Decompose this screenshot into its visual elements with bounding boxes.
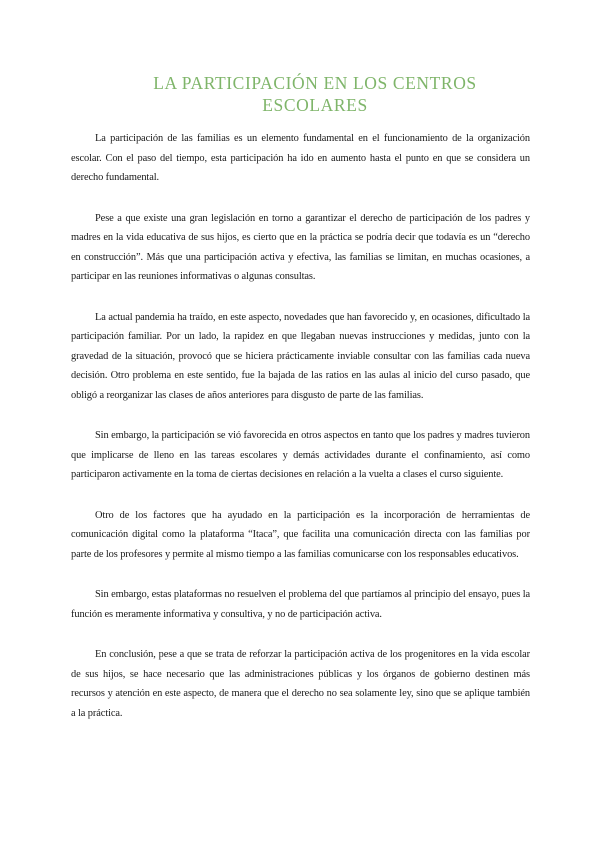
- paragraph-3: La actual pandemia ha traído, en este aspecto, novedades que han favorecido y, en ocasiones, dificultado la participación familiar. Por un lado, la rapidez en que llegaban nuevas instrucciones y medidas, junto con la gravedad de la situación, provocó que se hiciera prácticamente inviable consultar con las familias cada nueva decisión. Otro problema en este sentido, fue la bajada de las ratios en las aulas al inicio del curso pasado, que obligó a reorganizar las clases de años anteriores para disgusto de parte de las familias.: [71, 311, 530, 401]
- paragraph-2: Pese a que existe una gran legislación en torno a garantizar el derecho de participación de los padres y madres en la vida educativa de sus hijos, es cierto que en la práctica se podría decir que todavía es un “derecho en construcción”. Más que una participación activa y efectiva, las familias se limitan, en muchas ocasiones, a participar en las reuniones informativas o algunas consultas.: [71, 212, 530, 282]
- paragraph-7: En conclusión, pese a que se trata de reforzar la participación activa de los progenitores en la vida escolar de sus hijos, se hace necesario que las administraciones públicas y los órganos de gobierno destinen más recursos y atención en este aspecto, de manera que el derecho no sea solamente ley, sino que se aplique también a la práctica.: [71, 649, 530, 719]
- document-title: LA PARTICIPACIÓN EN LOS CENTROS ESCOLARES: [153, 73, 477, 115]
- paragraph-1: La participación de las familias es un elemento fundamental en el funcionamiento de la organización escolar. Con el paso del tiempo, esta participación ha ido en aumento hasta el punto en que se considera un derecho fundamental.: [71, 133, 530, 183]
- document-body: [71, 129, 530, 723]
- paragraph-5: Otro de los factores que ha ayudado en la participación es la incorporación de herramientas de comunicación digital como la plataforma “Itaca”, que facilita una comunicación directa con las familias por parte de los profesores y permite al mismo tiempo a las familias comunicarse con los responsables educativos.: [71, 509, 530, 560]
- paragraph-4: Sin embargo, la participación se vió favorecida en otros aspectos en tanto que los padres y madres tuvieron que implicarse de lleno en las tareas escolares y demás actividades durante el confinamiento, así como participaron activamente en la toma de ciertas decisiones en relación a la vuelta a clases el curso siguiente.: [71, 430, 530, 480]
- paragraph-6: Sin embargo, estas plataformas no resuelven el problema del que partíamos al principio del ensayo, pues la función es meramente informativa y consultiva, y no de participación activa.: [71, 589, 530, 620]
